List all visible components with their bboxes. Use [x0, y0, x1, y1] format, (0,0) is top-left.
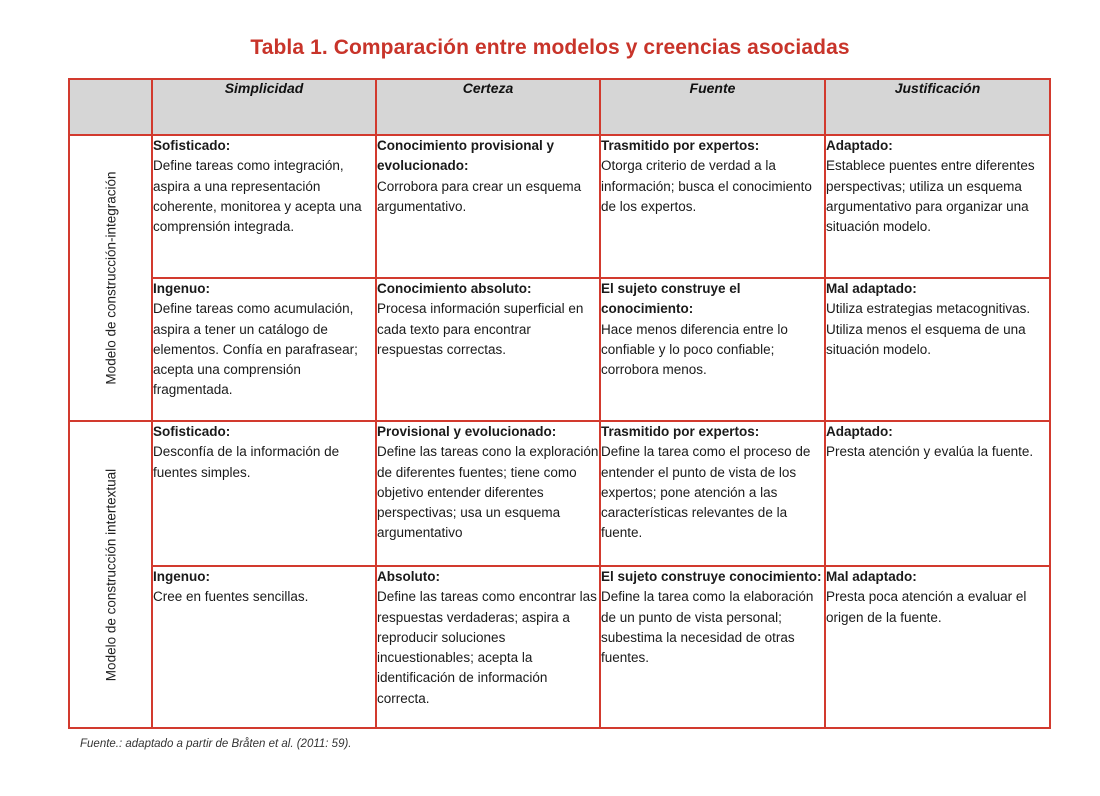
cell-text: Presta poca atención a evaluar el origen de la fuente.	[826, 589, 1027, 625]
model-label: Modelo de construcción-integración	[103, 171, 118, 385]
cell-text: Otorga criterio de verdad a la información; busca el conocimiento de los expertos.	[601, 158, 812, 214]
cell-heading: El sujeto construye el conocimiento:	[601, 281, 741, 317]
table-cell	[825, 421, 1050, 566]
cell-heading: Adaptado:	[826, 424, 893, 439]
table-cell	[600, 421, 825, 566]
cell-heading: Trasmitido por expertos:	[601, 424, 760, 439]
cell-heading: Sofisticado:	[153, 424, 231, 439]
table-row	[69, 421, 1050, 566]
cell-heading: Ingenuo:	[153, 569, 210, 584]
cell-heading: Mal adaptado:	[826, 281, 917, 296]
comparison-table	[68, 78, 1051, 729]
table-cell	[152, 421, 376, 566]
cell-text: Desconfía de la información de fuentes simples.	[153, 444, 340, 480]
cell-text: Define la tarea como la elaboración de un punto de vista personal; subestima la necesidad de otras fuentes.	[601, 589, 814, 666]
table-cell	[152, 566, 376, 728]
header-row	[69, 79, 1050, 135]
cell-text: Cree en fuentes sencillas.	[153, 589, 309, 605]
column-header-justificacion: Justificación	[825, 79, 1050, 135]
table-cell	[152, 278, 376, 421]
cell-heading: Provisional y evolucionado:	[377, 424, 557, 439]
column-header-simplicidad: Simplicidad	[152, 79, 376, 135]
cell-heading: Ingenuo:	[153, 281, 210, 296]
header-corner-cell	[69, 79, 152, 135]
cell-heading: Mal adaptado:	[826, 569, 917, 584]
table-title: Tabla 1. Comparación entre modelos y creencias asociadas	[250, 36, 850, 59]
cell-heading: Adaptado:	[826, 138, 893, 153]
model-label-cell	[69, 421, 152, 728]
table-cell	[600, 278, 825, 421]
table-cell	[825, 566, 1050, 728]
table-cell	[600, 135, 825, 278]
cell-text: Define tareas como integración, aspira a una representación coherente, monitorea y acepta una comprensión integrada.	[153, 158, 362, 235]
cell-text: Define las tareas como encontrar las respuestas verdaderas; aspira a reproducir soluciones incuestionables; acepta la identificación de información correcta.	[377, 589, 597, 706]
cell-text: Procesa información superficial en cada texto para encontrar respuestas correctas.	[377, 301, 584, 357]
model-label-cell	[69, 135, 152, 421]
table-cell	[376, 135, 600, 278]
cell-text: Define tareas como acumulación, aspira a tener un catálogo de elementos. Confía en parafrasear; acepta una comprensión fragmentada.	[153, 301, 358, 398]
table-cell	[376, 566, 600, 728]
cell-text: Corrobora para crear un esquema argumentativo.	[377, 178, 582, 214]
cell-text: Establece puentes entre diferentes perspectivas; utiliza un esquema argumentativo para organizar una situación modelo.	[826, 158, 1035, 235]
cell-heading: El sujeto construye conocimiento:	[601, 569, 822, 584]
cell-text: Define las tareas cono la exploración de diferentes fuentes; tiene como objetivo entender diferentes perspectivas; usa un esquema argumentativo	[377, 444, 599, 541]
table-row	[69, 135, 1050, 278]
column-header-certeza: Certeza	[376, 79, 600, 135]
table-cell	[600, 566, 825, 728]
column-header-fuente: Fuente	[600, 79, 825, 135]
model-label: Modelo de construcción intertextual	[103, 468, 118, 681]
table-row	[69, 566, 1050, 728]
cell-text: Utiliza estrategias metacognitivas. Utiliza menos el esquema de una situación modelo.	[826, 301, 1031, 357]
table-cell	[825, 278, 1050, 421]
cell-heading: Conocimiento provisional y evolucionado:	[377, 138, 555, 174]
cell-text: Hace menos diferencia entre lo confiable y lo poco confiable; corrobora menos.	[601, 321, 788, 378]
source-footnote: Fuente.: adaptado a partir de Bråten et al. (2011: 59).	[80, 738, 352, 750]
cell-heading: Absoluto:	[377, 569, 440, 584]
table-cell	[376, 278, 600, 421]
table-row	[69, 278, 1050, 421]
cell-heading: Sofisticado:	[153, 138, 231, 153]
cell-heading: Trasmitido por expertos:	[601, 138, 760, 153]
cell-heading: Conocimiento absoluto:	[377, 281, 532, 296]
cell-text: Define la tarea como el proceso de entender el punto de vista de los expertos; pone atención a las características relevantes de la fuente.	[601, 444, 811, 541]
cell-text: Presta atención y evalúa la fuente.	[826, 444, 1034, 460]
table-cell	[376, 421, 600, 566]
table-cell	[825, 135, 1050, 278]
table-cell	[152, 135, 376, 278]
